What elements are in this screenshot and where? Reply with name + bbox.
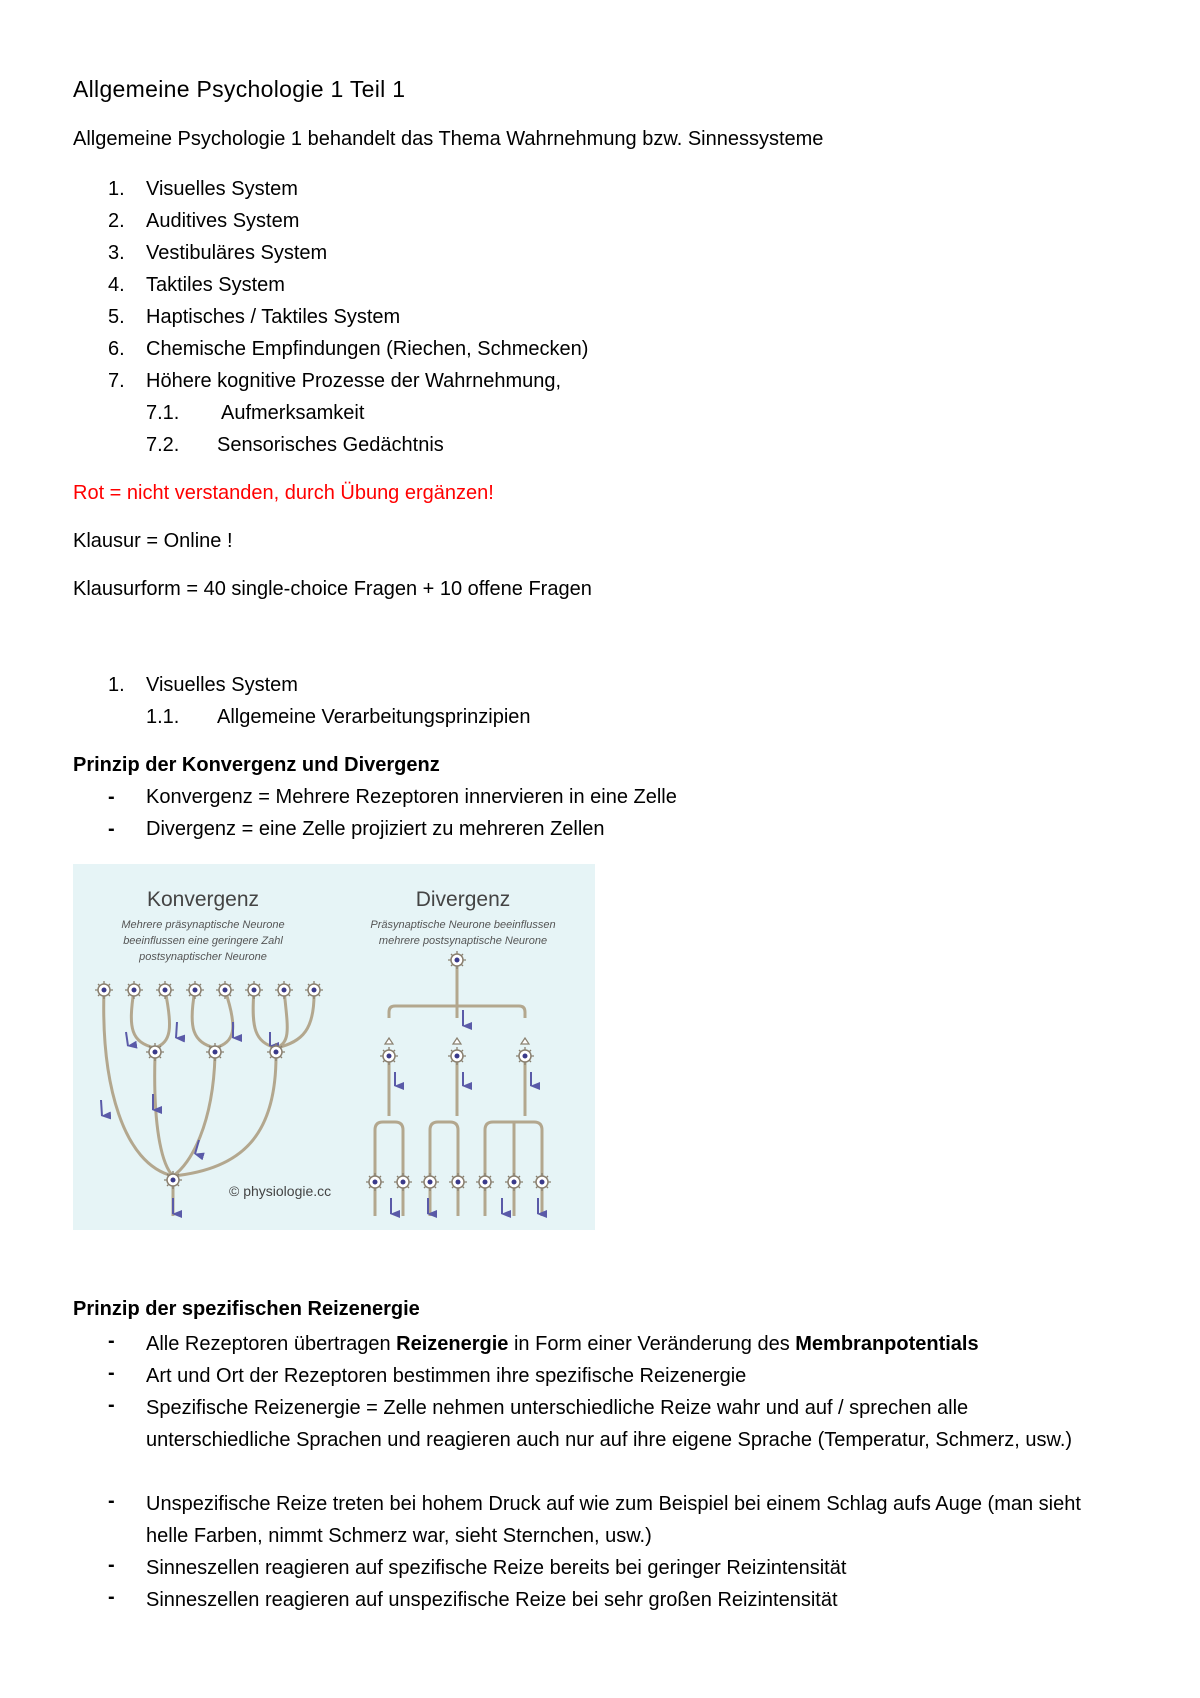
convergence-neurons: [95, 981, 323, 1189]
bullet-dash: -: [108, 1586, 115, 1608]
sublist-item: Sensorisches Gedächtnis: [217, 434, 444, 456]
list-item: Taktiles System: [146, 274, 285, 296]
bullet-dash: -: [108, 1394, 115, 1416]
konvergenz-caption-line: Mehrere präsynaptische Neurone: [121, 919, 285, 931]
list-number: 5.: [108, 306, 125, 328]
copyright-label: © physiologie.cc: [229, 1183, 332, 1199]
list-number: 6.: [108, 338, 125, 360]
bullet-item: Sinneszellen reagieren auf unspezifische Reize bei sehr großen Reizintensität: [146, 1589, 838, 1611]
bold-term: Reizenergie: [396, 1333, 509, 1355]
page-title: Allgemeine Psychologie 1 Teil 1: [73, 76, 406, 102]
list-number: 2.: [108, 210, 125, 232]
list-item: Visuelles System: [146, 178, 298, 200]
principle2-heading: Prinzip der spezifischen Reizenergie: [73, 1298, 420, 1320]
list-number: 7.: [108, 370, 125, 392]
bullet-item: Spezifische Reizenergie = Zelle nehmen unterschiedliche Reize wahr und auf / sprechen alle unterschiedliche Sprachen und reagieren auch nur auf ihre eigene Sprache (Temperatur, Schmerz, usw.): [146, 1397, 1073, 1451]
bullet-dash: -: [108, 1490, 115, 1512]
bullet-dash: -: [108, 1330, 115, 1352]
list-item: Chemische Empfindungen (Riechen, Schmecken): [146, 338, 589, 360]
convergence-divergence-figure: [73, 864, 595, 1230]
list-item: Haptisches / Taktiles System: [146, 306, 401, 328]
exam-form-line: Klausurform = 40 single-choice Fragen + 10 offene Fragen: [73, 578, 592, 600]
subsection-number: 1.1.: [146, 706, 180, 728]
section-title: Visuelles System: [146, 674, 298, 696]
bullet-dash: -: [108, 786, 115, 808]
principle1-heading: Prinzip der Konvergenz und Divergenz: [73, 754, 440, 776]
konvergenz-title: Konvergenz: [146, 888, 260, 911]
bullet-text: in Form einer Veränderung des: [508, 1333, 796, 1355]
bullet-dash: -: [108, 1554, 115, 1576]
divergenz-caption-line: Präsynaptische Neurone beeinflussen: [370, 919, 556, 931]
divergenz-title: Divergenz: [415, 888, 511, 911]
bullet-item: Art und Ort der Rezeptoren bestimmen ihre spezifische Reizenergie: [146, 1365, 747, 1387]
bullet-dash: -: [108, 1362, 115, 1384]
list-item: Auditives System: [146, 210, 300, 232]
neuron-diagram: [73, 864, 595, 1230]
list-number: 1.: [108, 178, 125, 200]
intro-text: Allgemeine Psychologie 1 behandelt das Thema Wahrnehmung bzw. Sinnessysteme: [73, 128, 824, 150]
list-item: Höhere kognitive Prozesse der Wahrnehmung,: [146, 370, 562, 392]
bullet-dash: -: [108, 818, 115, 840]
bullet-item: [146, 1328, 1126, 1360]
subsection-title: Allgemeine Verarbeitungsprinzipien: [217, 706, 531, 728]
bullet-text: Alle Rezeptoren übertragen: [146, 1333, 397, 1355]
divergenz-caption-line: mehrere postsynaptische Neurone: [378, 935, 548, 947]
section-number: 1.: [108, 674, 125, 696]
bullet-item: Konvergenz = Mehrere Rezeptoren innervieren in eine Zelle: [146, 786, 677, 808]
konvergenz-caption-line: postsynaptischer Neurone: [139, 951, 267, 963]
list-number: 4.: [108, 274, 125, 296]
bullet-item: Divergenz = eine Zelle projiziert zu mehreren Zellen: [146, 818, 605, 840]
sublist-item: Aufmerksamkeit: [221, 402, 365, 424]
bullet-item: Unspezifische Reize treten bei hohem Druck auf wie zum Beispiel bei einem Schlag aufs Auge (man sieht helle Farben, nimmt Schmerz war, sieht Sternchen, usw.): [146, 1493, 1081, 1547]
sublist-number: 7.2.: [146, 434, 180, 456]
list-item: Vestibuläres System: [146, 242, 328, 264]
red-note: Rot = nicht verstanden, durch Übung ergänzen!: [73, 482, 494, 504]
list-number: 3.: [108, 242, 125, 264]
bold-term: Membranpotentials: [795, 1333, 979, 1355]
konvergenz-caption-line: beeinflussen eine geringere Zahl: [123, 935, 283, 947]
bullet-item: Sinneszellen reagieren auf spezifische Reize bereits bei geringer Reizintensität: [146, 1557, 847, 1579]
exam-line: Klausur = Online !: [73, 530, 233, 552]
sublist-number: 7.1.: [146, 402, 180, 424]
